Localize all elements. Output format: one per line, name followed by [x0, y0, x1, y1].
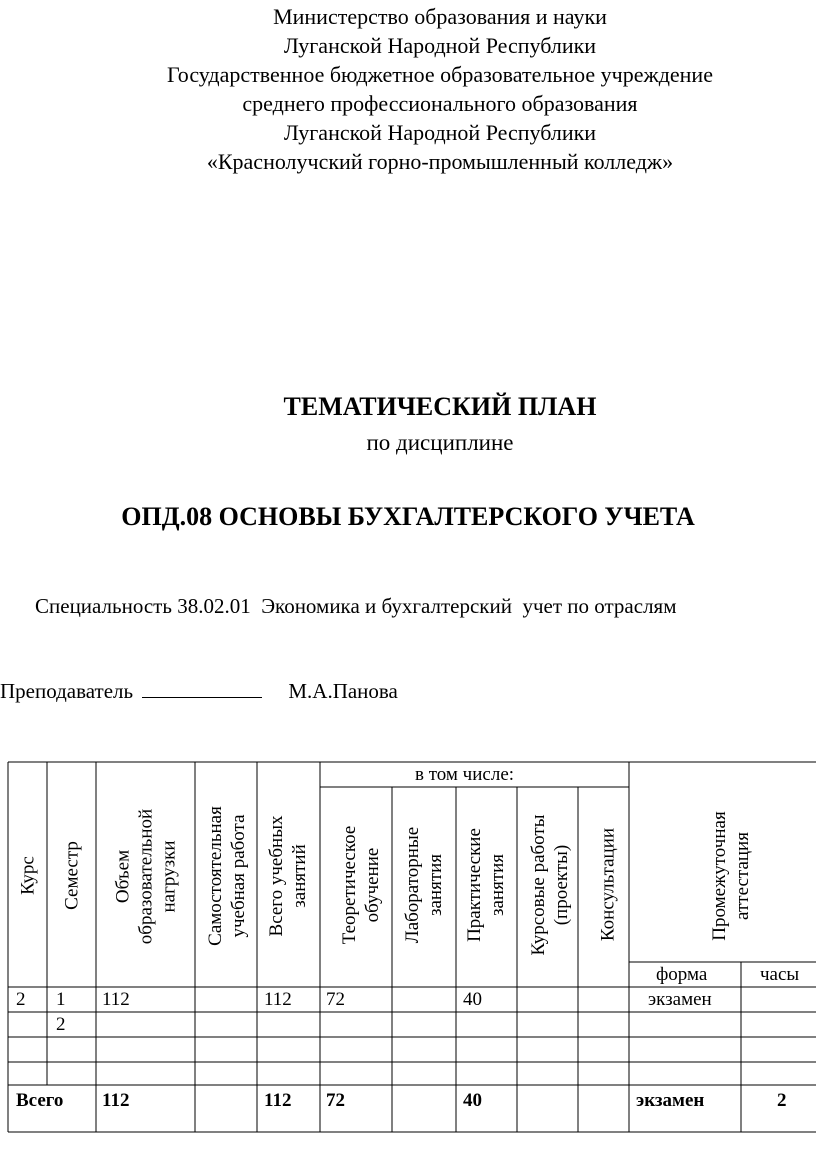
header-samost: Самостоятельная учебная работа: [205, 806, 249, 946]
row1-vsego: 112: [264, 989, 292, 1010]
header-vsego: Всего учебных занятий: [266, 815, 310, 937]
specialty-line: Специальность 38.02.01 Экономика и бухгалтерский учет по отраслям: [35, 594, 677, 618]
row1-semestr: 1: [56, 989, 66, 1010]
teacher-name: М.А.Панова: [288, 679, 398, 703]
header-forma: форма: [656, 964, 708, 985]
row1-teor: 72: [326, 989, 345, 1010]
total-teor: 72: [326, 1090, 345, 1111]
header-teor: Теоретическое обучение: [339, 825, 383, 945]
header-line: среднего профессионального образования: [242, 91, 638, 116]
header-line: Луганской Народной Республики: [283, 120, 597, 145]
header-prakt: Практические занятия: [464, 828, 508, 942]
header-line: «Краснолучский горно-промышленный колледж»: [206, 149, 674, 174]
header-line: Луганской Народной Республики: [283, 33, 597, 58]
row1-prakt: 40: [463, 989, 482, 1010]
header-line: Государственное бюджетное образовательное учреждение: [167, 62, 713, 87]
header-obem: Объем образовательной нагрузки: [112, 808, 180, 945]
teacher-label: Преподаватель: [0, 679, 134, 703]
total-obem: 112: [102, 1090, 130, 1111]
row1-kurs: 2: [16, 989, 26, 1010]
total-forma: экзамен: [636, 1090, 705, 1111]
header-kurs: Курс: [17, 856, 39, 895]
header-semestr: Семестр: [61, 841, 83, 910]
header-promezh: Промежуточная аттестация: [709, 811, 753, 941]
header-konsult: Консультации: [597, 827, 619, 942]
total-vsego: 112: [264, 1090, 292, 1111]
total-chasy: 2: [777, 1090, 787, 1111]
document-subtitle: по дисциплине: [366, 430, 514, 455]
header-lab: Лабораторные занятия: [402, 826, 446, 944]
header-line: Министерство образования и науки: [273, 4, 607, 29]
discipline-name: ОПД.08 ОСНОВЫ БУХГАЛТЕРСКОГО УЧЕТА: [121, 502, 695, 531]
header-kurs-rab: Курсовые работы (проекты): [528, 814, 572, 956]
document-title: ТЕМАТИЧЕСКИЙ ПЛАН: [283, 392, 597, 421]
row2-semestr: 2: [56, 1014, 66, 1035]
header-chasy: часы: [760, 964, 800, 985]
total-prakt: 40: [463, 1090, 482, 1111]
total-label: Всего: [16, 1090, 64, 1111]
row1-forma: экзамен: [648, 989, 712, 1010]
header-in-total: в том числе:: [415, 764, 515, 785]
row1-obem: 112: [102, 989, 130, 1010]
